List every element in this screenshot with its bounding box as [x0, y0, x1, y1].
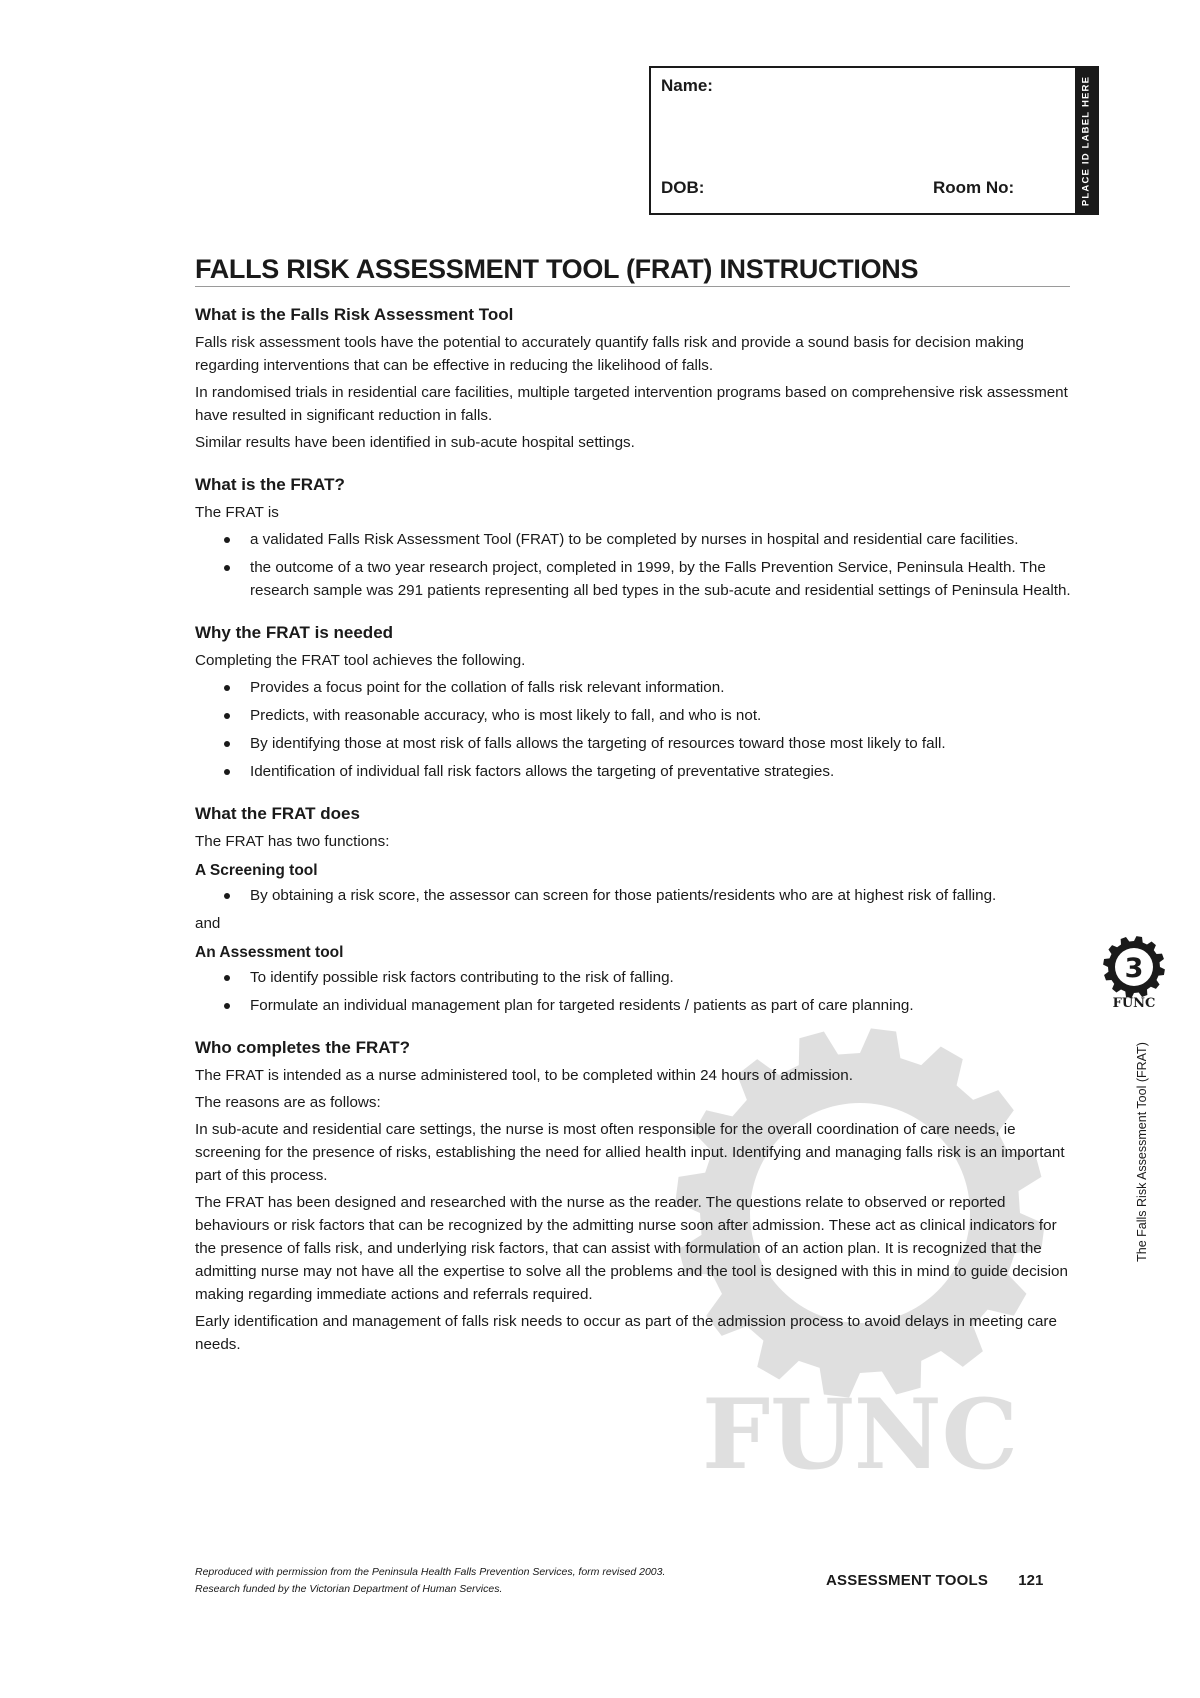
bullet-list — [195, 528, 1073, 602]
bullet-list — [195, 884, 1073, 907]
gear-icon — [1101, 936, 1167, 998]
list-item: Predicts, with reasonable accuracy, who is most likely to fall, and who is not. — [250, 704, 1073, 727]
section-heading: What is the FRAT? — [195, 475, 345, 494]
paragraph: Falls risk assessment tools have the potential to accurately quantify falls risk and provide a sound basis for decision making regarding interventions that can be effective in reducing the likelihood of falls. — [195, 334, 1024, 374]
footer-credit — [195, 1564, 665, 1598]
credit-line: Research funded by the Victorian Department of Human Services. — [195, 1583, 503, 1595]
page-title: FALLS RISK ASSESSMENT TOOL (FRAT) INSTRUCTIONS — [195, 254, 1070, 287]
footer-section — [826, 1572, 1043, 1589]
section-what-frat-does — [195, 802, 1073, 1017]
subheading-assessment-tool: An Assessment tool — [195, 944, 344, 961]
footer-section-label: ASSESSMENT TOOLS — [826, 1572, 989, 1589]
id-label-strip-text: PLACE ID LABEL HERE — [1080, 75, 1092, 206]
paragraph: The FRAT is intended as a nurse administered tool, to be completed within 24 hours of admission. — [195, 1067, 853, 1084]
section-heading: What the FRAT does — [195, 804, 360, 823]
list-item: Formulate an individual management plan for targeted residents / patients as part of care planning. — [250, 994, 1073, 1017]
credit-line: Reproduced with permission from the Peninsula Health Falls Prevention Services, form revised 2003. — [195, 1566, 666, 1578]
section-heading: Why the FRAT is needed — [195, 623, 394, 642]
paragraph: The reasons are as follows: — [195, 1094, 381, 1111]
room-number-label: Room No: — [933, 178, 1015, 197]
func-badge — [1101, 936, 1167, 1016]
bullet-list — [195, 966, 1073, 1017]
watermark-text: FUNC — [701, 1378, 1019, 1491]
paragraph: In randomised trials in residential care facilities, multiple targeted intervention programs based on comprehensive risk assessment have resulted in significant reduction in falls. — [195, 384, 1068, 424]
badge-label: FUNC — [1112, 996, 1156, 1011]
section-heading: What is the Falls Risk Assessment Tool — [195, 305, 514, 324]
paragraph: The FRAT has two functions: — [195, 833, 390, 850]
paragraph: In sub-acute and residential care settings, the nurse is most often responsible for the overall coordination of care needs, ie screening for the presence of risks, establishing the need for allied health input. Identifying and managing falls risk is an important part of this process. — [195, 1121, 1065, 1184]
paragraph: Completing the FRAT tool achieves the following. — [195, 652, 526, 669]
list-item: By identifying those at most risk of falls allows the targeting of resources toward those most likely to fall. — [250, 732, 1073, 755]
paragraph: and — [195, 915, 221, 932]
list-item: By obtaining a risk score, the assessor can screen for those patients/residents who are at highest risk of falling. — [250, 884, 1073, 907]
paragraph: The FRAT is — [195, 504, 279, 521]
bullet-list — [195, 676, 1073, 783]
paragraph: Similar results have been identified in sub-acute hospital settings. — [195, 434, 635, 451]
page-number: 121 — [1018, 1572, 1044, 1589]
badge-number: 3 — [1124, 953, 1144, 984]
subheading-screening-tool: A Screening tool — [195, 862, 318, 879]
name-label: Name: — [661, 76, 713, 95]
list-item: the outcome of a two year research project, completed in 1999, by the Falls Prevention Service, Peninsula Health. The research sample was 291 patients representing all bed types in the sub-acute and residential settings of Peninsula Health. — [250, 556, 1073, 602]
section-what-is-tool — [195, 303, 1073, 454]
dob-label: DOB: — [661, 178, 705, 197]
list-item: a validated Falls Risk Assessment Tool (FRAT) to be completed by nurses in hospital and residential care facilities. — [250, 528, 1073, 551]
side-running-title: The Falls Risk Assessment Tool (FRAT) — [1135, 1042, 1149, 1262]
id-label-strip — [1075, 68, 1097, 213]
section-what-is-frat — [195, 473, 1073, 602]
list-item: Provides a focus point for the collation of falls risk relevant information. — [250, 676, 1073, 699]
list-item: Identification of individual fall risk factors allows the targeting of preventative strategies. — [250, 760, 1073, 783]
section-heading: Who completes the FRAT? — [195, 1038, 411, 1057]
section-why-needed — [195, 621, 1073, 783]
section-who-completes — [195, 1036, 1073, 1356]
list-item: To identify possible risk factors contributing to the risk of falling. — [250, 966, 1073, 989]
instructions-body — [195, 303, 1073, 1375]
paragraph: Early identification and management of falls risk needs to occur as part of the admission process to avoid delays in meeting care needs. — [195, 1313, 1057, 1353]
patient-id-label-box[interactable] — [649, 66, 1099, 215]
paragraph: The FRAT has been designed and researched with the nurse as the reader. The questions relate to observed or reported behaviours or risk factors that can be recognized by the admitting nurse soon after admission. These act as clinical indicators for the presence of falls risk, and underlying risk factors, that can assist with formulation of an action plan. It is recognized that the admitting nurse may not have all the expertise to solve all the problems and the tool is designed with this in mind to guide decision making regarding immediate actions and referrals required. — [195, 1194, 1068, 1303]
